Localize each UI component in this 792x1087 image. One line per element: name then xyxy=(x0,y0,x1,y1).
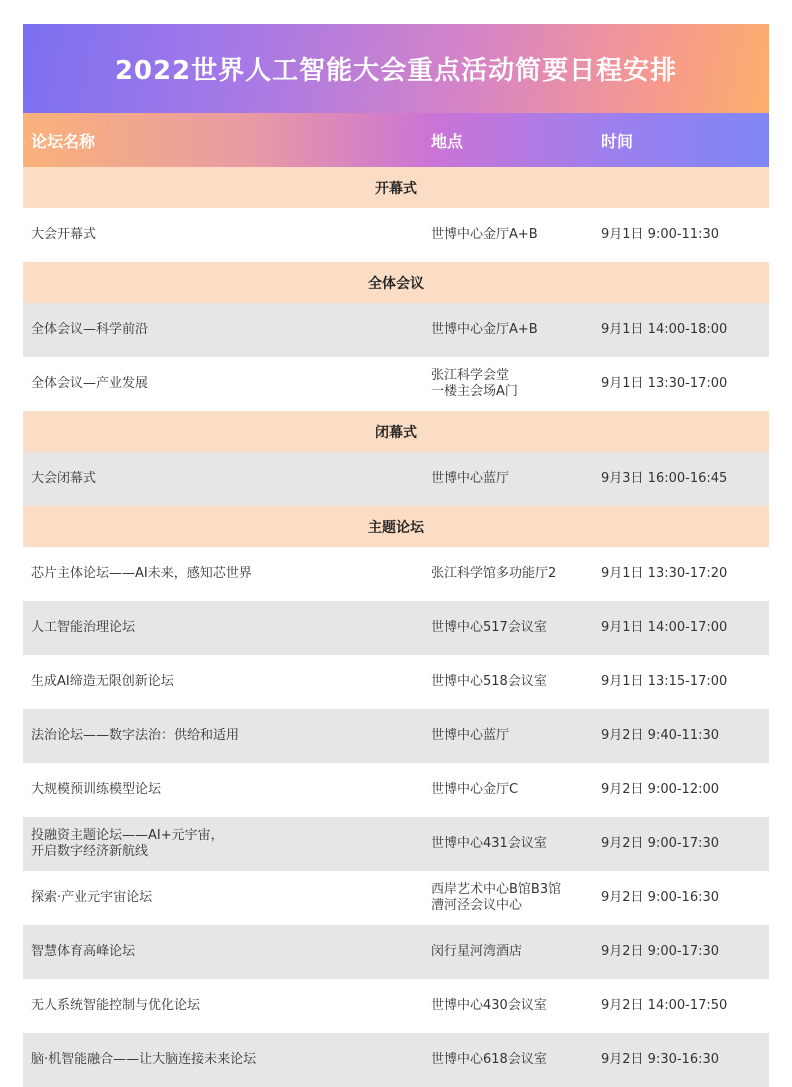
venue: 张江科学馆多功能厅2 xyxy=(431,566,557,581)
schedule-time: 9月2日 14:00-17:50 xyxy=(601,998,728,1013)
forum-name: 全体会议—科学前沿 xyxy=(31,322,149,337)
section-header: 全体会议 xyxy=(23,262,769,303)
schedule-time: 9月1日 9:00-11:30 xyxy=(601,227,720,242)
forum-name: 大会闭幕式 xyxy=(31,471,97,486)
table-header xyxy=(23,113,769,167)
venue: 世博中心蓝厅 xyxy=(431,471,510,486)
venue: 世博中心金厅A+B xyxy=(431,227,538,242)
table-row xyxy=(23,655,769,709)
table-row xyxy=(23,601,769,655)
schedule-time: 9月1日 13:30-17:00 xyxy=(601,376,728,391)
venue: 世博中心金厅A+B xyxy=(431,322,538,337)
forum-name: 脑·机智能融合——让大脑连接未来论坛 xyxy=(31,1052,257,1067)
forum-name: 人工智能治理论坛 xyxy=(31,620,136,635)
title-banner xyxy=(23,24,769,113)
table-row xyxy=(23,303,769,357)
table-row xyxy=(23,925,769,979)
section-header: 主题论坛 xyxy=(23,506,769,547)
venue: 世博中心517会议室 xyxy=(431,620,547,635)
venue: 世博中心618会议室 xyxy=(431,1052,547,1067)
section-header: 闭幕式 xyxy=(23,411,769,452)
schedule-time: 9月1日 13:30-17:20 xyxy=(601,566,728,581)
schedule-time: 9月2日 9:00-16:30 xyxy=(601,890,720,905)
forum-name: 大会开幕式 xyxy=(31,227,97,242)
forum-name: 法治论坛——数字法治：供给和适用 xyxy=(31,728,240,743)
schedule-sheet xyxy=(23,24,769,1087)
schedule-time: 9月3日 16:00-16:45 xyxy=(601,471,728,486)
schedule-time: 9月2日 9:00-17:30 xyxy=(601,944,720,959)
schedule-time: 9月2日 9:30-16:30 xyxy=(601,1052,720,1067)
page-title: 2022世界人工智能大会重点活动简要日程安排 xyxy=(114,56,678,86)
schedule-time: 9月1日 14:00-17:00 xyxy=(601,620,728,635)
table-body xyxy=(23,167,769,1087)
forum-name: 全体会议—产业发展 xyxy=(31,376,149,391)
forum-name: 投融资主题论坛——AI+元宇宙， 开启数字经济新航线 xyxy=(31,828,224,859)
venue: 世博中心430会议室 xyxy=(431,998,547,1013)
table-row xyxy=(23,817,769,871)
forum-name: 智慧体育高峰论坛 xyxy=(31,944,136,959)
table-row xyxy=(23,979,769,1033)
schedule-time: 9月2日 9:40-11:30 xyxy=(601,728,720,743)
venue: 西岸艺术中心B馆B3馆 漕河泾会议中心 xyxy=(431,882,562,913)
table-row xyxy=(23,709,769,763)
table-row xyxy=(23,547,769,601)
table-row xyxy=(23,357,769,411)
forum-name: 芯片主体论坛——AI未来，感知芯世界 xyxy=(31,566,252,581)
venue: 世博中心金厅C xyxy=(431,782,519,797)
schedule-time: 9月2日 9:00-12:00 xyxy=(601,782,720,797)
venue: 张江科学会堂 一楼主会场A门 xyxy=(431,368,518,399)
forum-name: 无人系统智能控制与优化论坛 xyxy=(31,998,201,1013)
schedule-time: 9月2日 9:00-17:30 xyxy=(601,836,720,851)
venue: 世博中心518会议室 xyxy=(431,674,547,689)
table-row xyxy=(23,452,769,506)
schedule-time: 9月1日 14:00-18:00 xyxy=(601,322,728,337)
section-header: 开幕式 xyxy=(23,167,769,208)
forum-name: 大规模预训练模型论坛 xyxy=(31,782,162,797)
forum-name: 探索·产业元宇宙论坛 xyxy=(31,890,153,905)
forum-name: 生成AI缔造无限创新论坛 xyxy=(31,674,174,689)
venue: 世博中心蓝厅 xyxy=(431,728,510,743)
table-row xyxy=(23,1033,769,1087)
venue: 世博中心431会议室 xyxy=(431,836,547,851)
header-time: 时间 xyxy=(601,131,634,151)
table-row xyxy=(23,208,769,262)
table-row xyxy=(23,871,769,925)
header-place: 地点 xyxy=(431,131,464,151)
header-name: 论坛名称 xyxy=(31,131,96,151)
venue: 闵行星河湾酒店 xyxy=(431,944,523,959)
table-row xyxy=(23,763,769,817)
schedule-time: 9月1日 13:15-17:00 xyxy=(601,674,728,689)
